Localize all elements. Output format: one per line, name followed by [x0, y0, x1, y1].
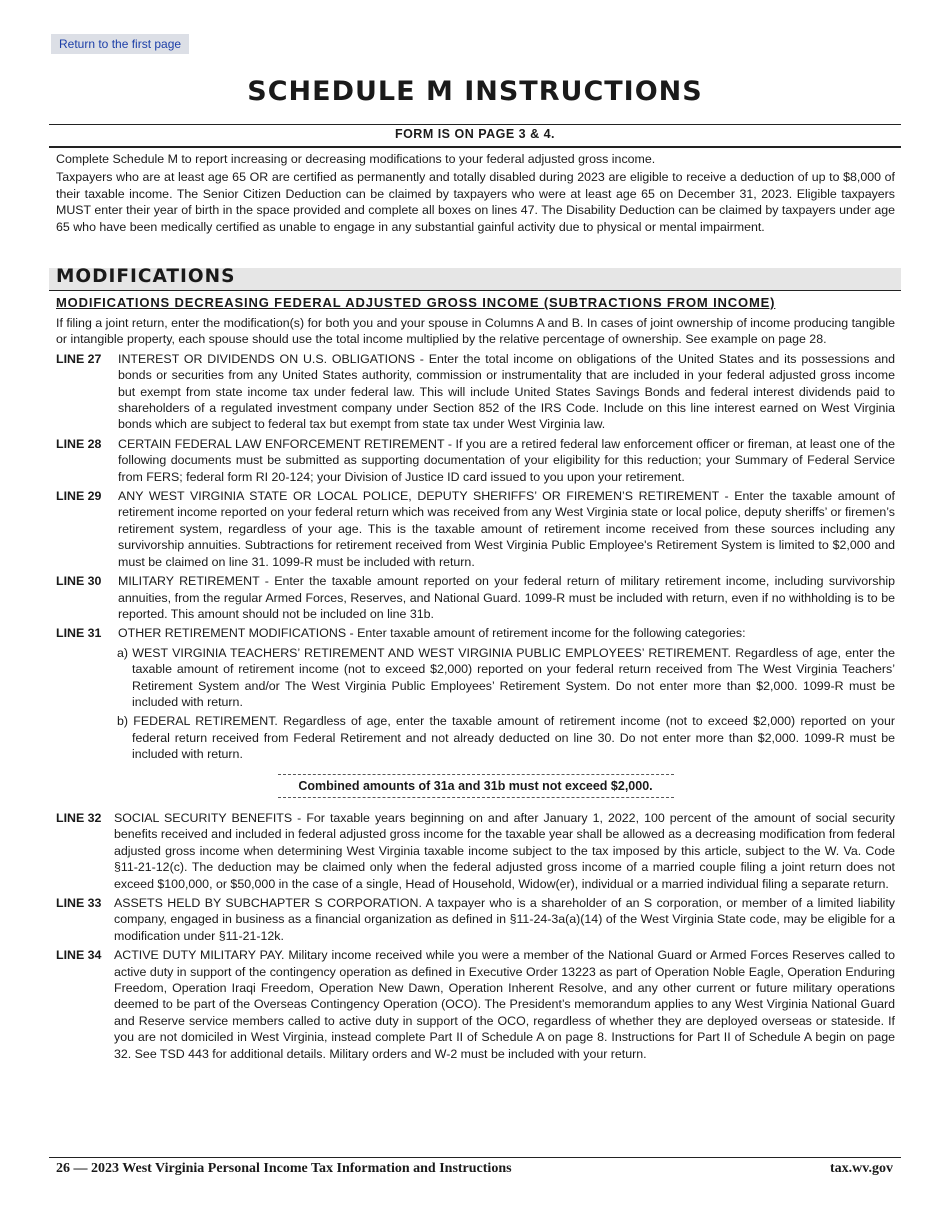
section-heading-bar — [49, 268, 901, 291]
section-subheading: MODIFICATIONS DECREASING FEDERAL ADJUSTED GROSS INCOME (SUBTRACTIONS FROM INCOME) — [56, 295, 776, 310]
line-text: INTEREST OR DIVIDENDS ON U.S. OBLIGATIONS - Enter the total income on obligations of the United States and its possessions and bonds or securities from any United States authority, commission or instrumentality that are included in your federal adjusted gross income but exempt from state income tax under federal law. This will include United States Savings Bonds and federal interest dividends paid to shareholders of a regulated investment company under Section 852 of the IRS Code. Include on this line interest earned on West Virginia bonds which are subject to federal tax but exempt from state tax under West Virginia law. — [118, 351, 895, 432]
header-divider — [49, 146, 901, 148]
line-27 — [56, 351, 895, 433]
line-label: LINE 33 — [56, 896, 102, 910]
line-label: LINE 28 — [56, 436, 102, 451]
line-33 — [56, 895, 895, 944]
line-text: MILITARY RETIREMENT - Enter the taxable amount reported on your federal return of military retirement income, including survivorship annuities, from the regular Armed Forces, Reserves, and National Guard. 1099-R must be included with return, even if no withholding is to be reported. This amount should not be included on line 31b. — [118, 574, 895, 621]
intro-section — [56, 151, 895, 237]
line-label: LINE 32 — [56, 810, 102, 825]
line-30 — [56, 573, 895, 622]
line-31 — [56, 625, 895, 641]
footer-page-info: 26 — 2023 West Virginia Personal Income Tax Information and Instructions — [56, 1161, 512, 1176]
page-title: SCHEDULE M INSTRUCTIONS — [247, 76, 703, 107]
line-32 — [56, 810, 895, 892]
line-label: LINE 31 — [56, 626, 102, 641]
line-text: OTHER RETIREMENT MODIFICATIONS - Enter taxable amount of retirement income for the following categories: — [118, 626, 746, 641]
section-heading: MODIFICATIONS — [56, 266, 236, 287]
line-31a: a) WEST VIRGINIA TEACHERS’ RETIREMENT AND WEST VIRGINIA PUBLIC EMPLOYEES’ RETIREMENT. Regardless of age, enter the taxable amount of retirement income (not to exceed $2,000) reported on your federal return received from The West Virginia Teachers’ Retirement System and/or The West Virginia Public Employees’ Retirement System. Do not enter more than $2,000. 1099-R must be included with return. — [117, 645, 895, 709]
line-text: ANY WEST VIRGINIA STATE OR LOCAL POLICE, DEPUTY SHERIFFS’ OR FIREMEN’S RETIREMENT - Enter the taxable amount of retirement income reported on your federal return which was received from any West Virginia state or local police, deputy sheriffs’ or firemen’s retirement system, regardless of your age. This is the taxable amount of retirement income received from these sources including any survivorship annuities. Subtractions for retirement received from West Virginia Public Employee's Retirement System is limited to $2,000 and must be claimed on line 31. 1099-R must be included with return. — [118, 489, 895, 569]
line-label: LINE 29 — [56, 489, 102, 504]
modifications-content — [56, 315, 895, 1062]
line-28 — [56, 436, 895, 485]
line-text: CERTAIN FEDERAL LAW ENFORCEMENT RETIREMENT - If you are a retired federal law enforcement officer or fireman, at least one of the following documents must be submitted as supporting documentation of your eligibility for this reduction; your Summary of Federal Service from FERS; federal form RI 20-124; your Division of Justice ID card issued to you upon your retirement. — [118, 436, 895, 484]
footer-divider — [49, 1157, 901, 1158]
line-31b: b) FEDERAL RETIREMENT. Regardless of age, enter the taxable amount of retirement income (not to exceed $2,000) reported on your federal return received from Federal Retirement and not already deducted on line 30. Do not enter more than $2,000. 1099-R must be included with return. — [117, 714, 895, 762]
form-location-note: FORM IS ON PAGE 3 & 4. — [394, 127, 556, 141]
line-label: LINE 27 — [56, 351, 102, 366]
line-text: ACTIVE DUTY MILITARY PAY. Military income received while you were a member of the National Guard or Armed Forces Reserves called to active duty in support of the contingency operation as defined in Executive Order 13223 as part of Operation Noble Eagle, Operation Enduring Freedom, Operation Iraqi Freedom, Operation New Dawn, Operation Inherent Resolve, and any other current or future military operations deemed to be part of the Overseas Contingency Operation (OCO). The President’s memorandum applies to any West Virginia National Guard and Reserve service members called to active duty in support of the OCO, regardless of whether they are deployed overseas or stateside. If you are not domiciled in West Virginia, instead complete Part II of Schedule A on page 8. Instructions for Part II of Schedule A begin on page 32. See TSD 443 for additional details. Military orders and W-2 must be included with your return. — [114, 948, 895, 1061]
section-lead: If filing a joint return, enter the modification(s) for both you and your spouse in Columns A and B. In cases of joint ownership of income producing tangible or intangible property, each spouse should use the total income multiplied by the relative percentage of ownership. See example on page 28. — [56, 316, 895, 347]
line-text: ASSETS HELD BY SUBCHAPTER S CORPORATION. A taxpayer who is a shareholder of an S corporation, or member of a limited liability company, engaged in business as a financial organization as defined in §11-24-3a(a)(14) of the West Virginia State code, may be eligible for a modification under §11-21-12k. — [114, 896, 895, 943]
combined-limit-note: Combined amounts of 31a and 31b must not exceed $2,000. — [278, 774, 674, 798]
line-text: SOCIAL SECURITY BENEFITS - For taxable years beginning on and after January 1, 2022, 100 percent of the amount of social security benefits received and included in federal adjusted gross income for the taxable year shall be allowed as a decreasing modification from federal adjusted gross income when determining West Virginia taxable income subject to the tax imposed by this article, subject to the W. Va. Code §11-21-12(c). The deduction may be claimed only when the federal adjusted gross income of a married couple filing a joint return does not exceed $100,000, or $50,000 in the case of a single, Head of Household, Widow(er), individual or a married individual filing a separate return. — [114, 810, 895, 891]
line-34 — [56, 947, 895, 1062]
section-divider — [49, 290, 901, 291]
title-divider — [49, 124, 901, 125]
line-label: LINE 30 — [56, 574, 102, 589]
intro-paragraph: Complete Schedule M to report increasing or decreasing modifications to your federal adjusted gross income. — [56, 152, 656, 166]
footer-website: tax.wv.gov — [830, 1161, 893, 1176]
intro-paragraph: Taxpayers who are at least age 65 OR are certified as permanently and totally disabled during 2023 are eligible to receive a deduction of up to $8,000 of their taxable income. The Senior Citizen Deduction can be claimed by taxpayers who were at least age 65 on December 31, 2023. Eligible taxpayers MUST enter their year of birth in the space provided and complete all boxes on lines 47. The Disability Deduction can be claimed by taxpayers under age 65 who have been medically certified as unable to engage in any substantial gainful activity due to physical or mental impairment. — [56, 170, 895, 234]
line-29 — [56, 488, 895, 570]
return-to-first-page-button[interactable]: Return to the first page — [51, 34, 189, 54]
line-label: LINE 34 — [56, 948, 102, 963]
